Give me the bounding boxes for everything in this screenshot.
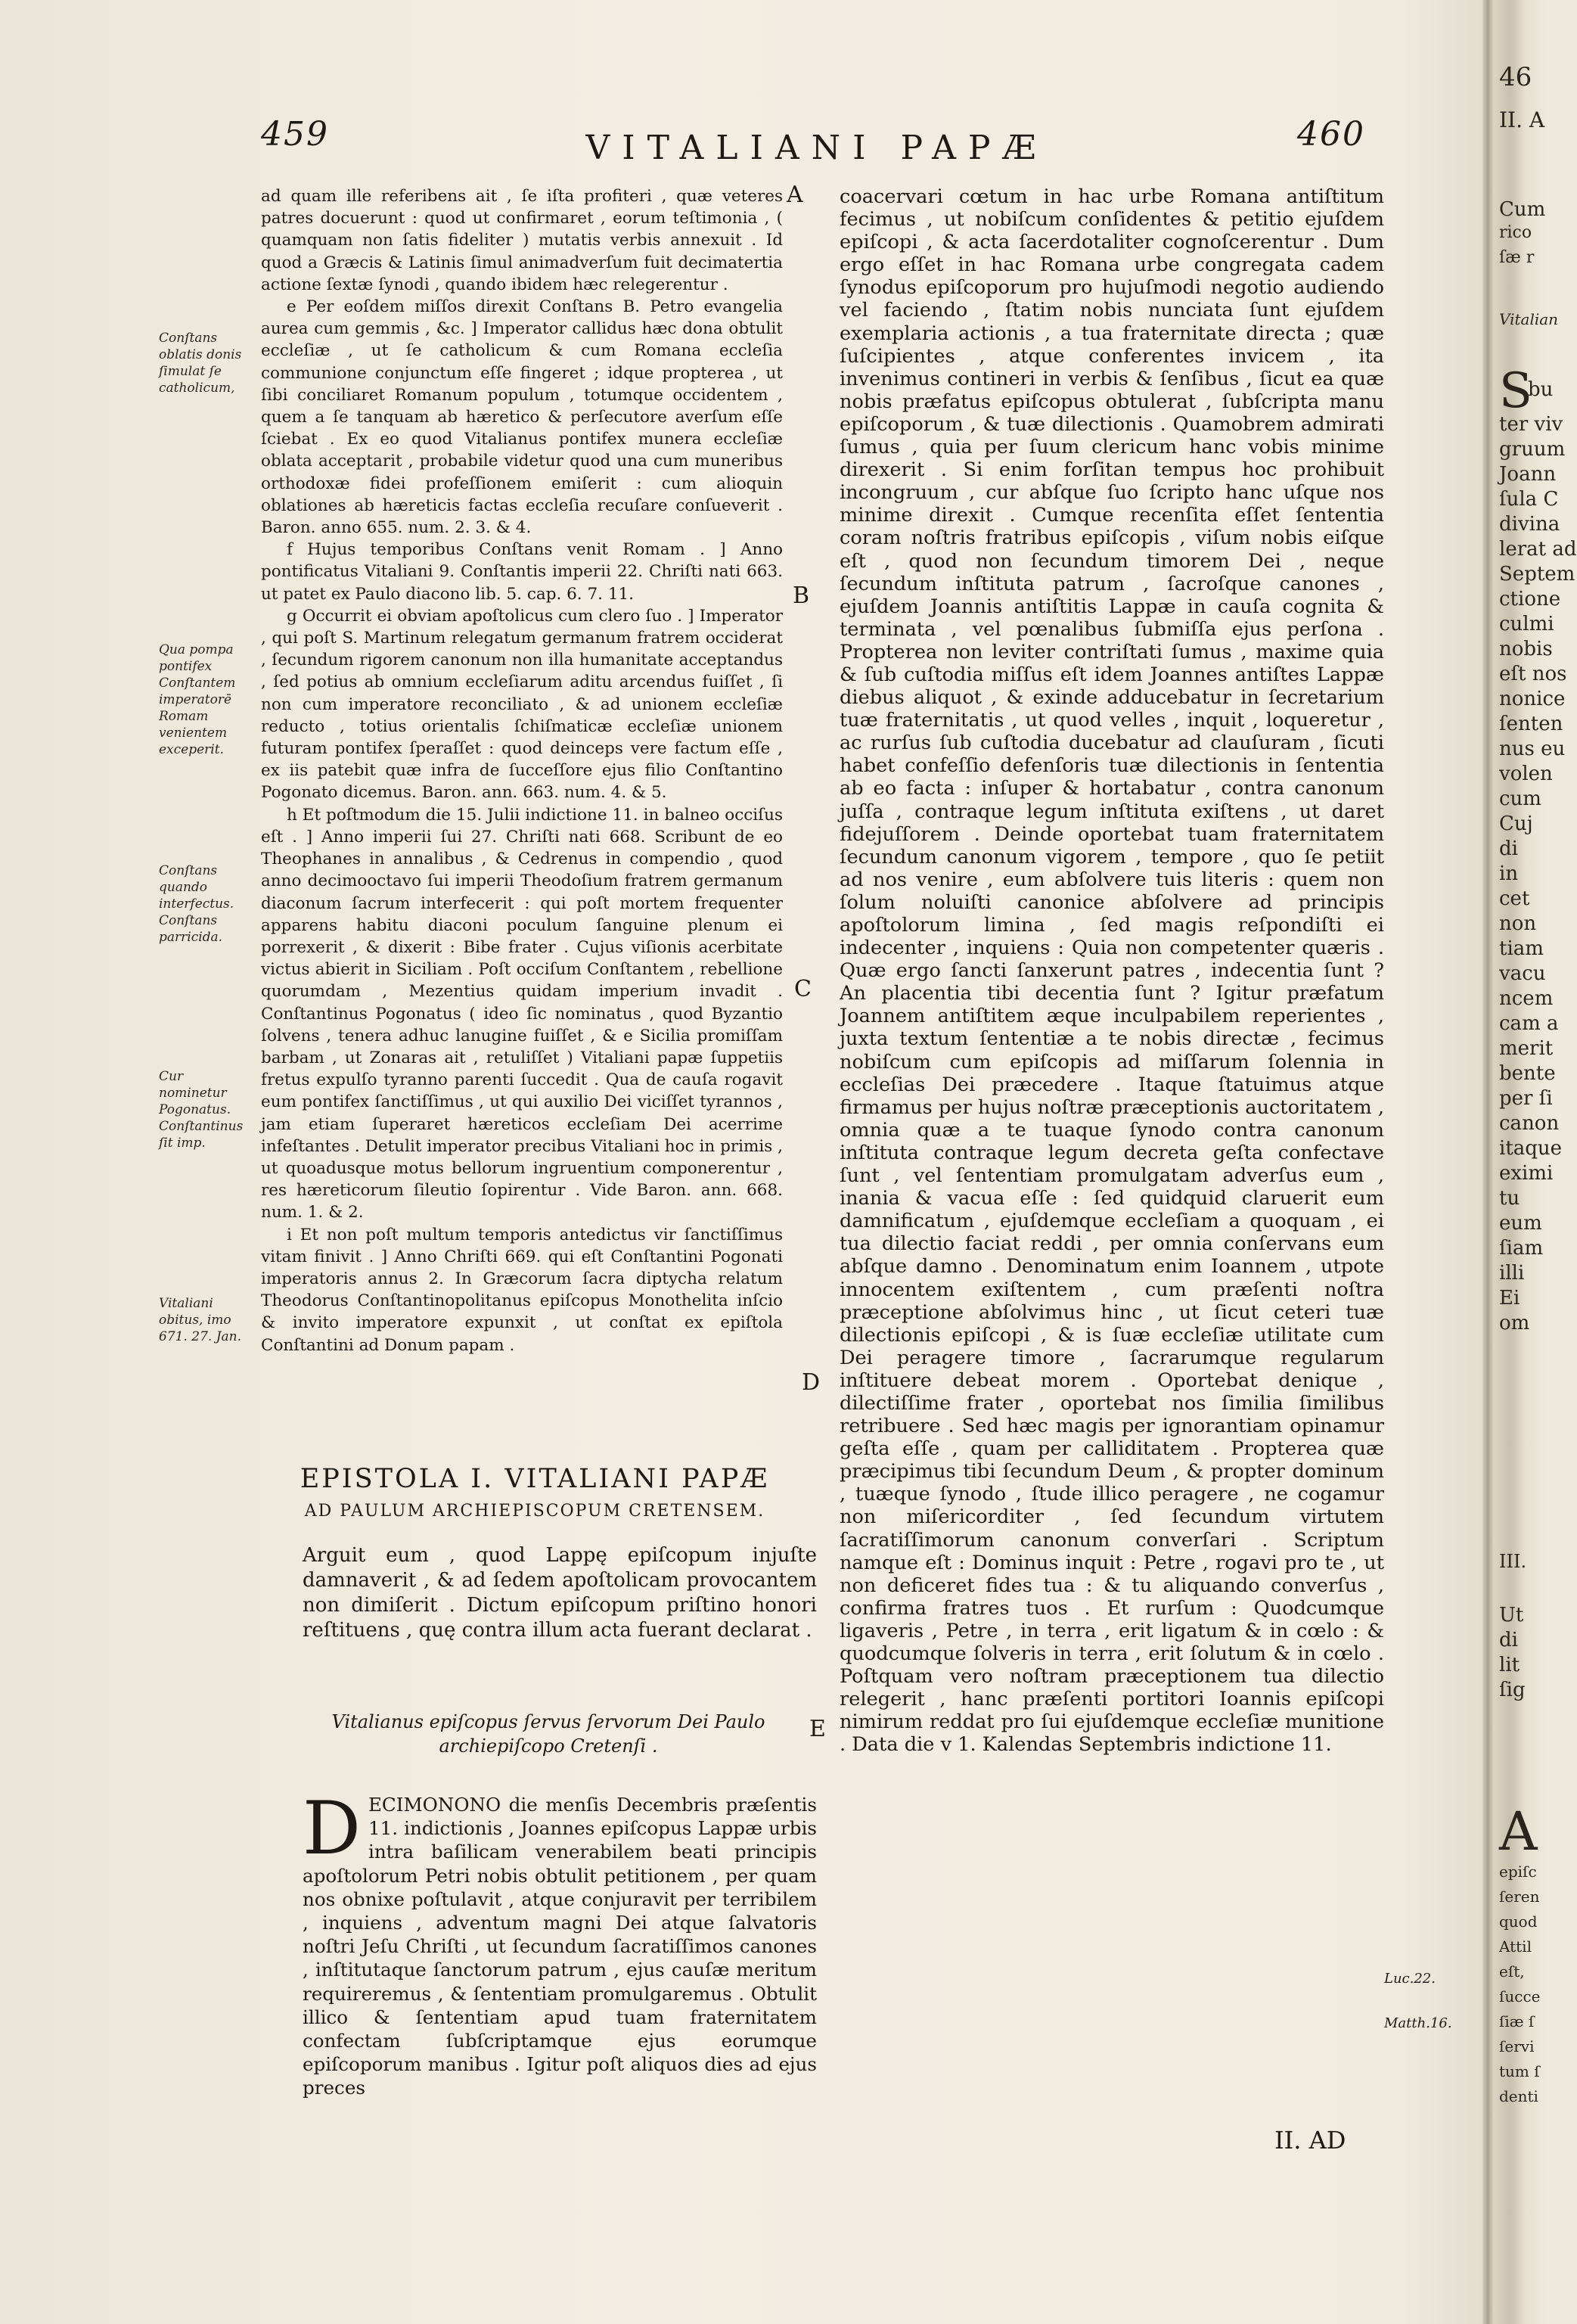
edge-fragment: cet [1499,887,1530,910]
edge-fragment: 46 [1499,62,1532,92]
edge-fragment: nobis [1499,638,1553,660]
edge-fragment: lit [1499,1654,1520,1676]
edge-fragment: eſt, [1499,1962,1525,1981]
epistle-body-right-text: coacervari cœtum in hac urbe Romana antiſtitum fecimus , ut nobiſcum conſidentes & petitio ejuſdem epiſcopi , & acta ſacerdotaliter cognoſcerentur . Dum ergo eſſet in hac Romana urbe congregata cadem ſynodus epiſcoporum pro hujuſmodi negotio audiendo vel faciendo , ſtatim nobis nunciata ſunt ejuſdem exemplaria actionis , a tua fraternitate directa ; quæ ſuſcipientes , atque conferentes invicem , ita invenimus contineri in verbis & ſenſibus , ſicut ea quæ nobis præfatus epiſcopus obtulerat , ſubſcripta manu epiſcoporum , & tuæ dilectionis . Quamobrem admirati ſumus , quia per ſuum clericum hanc vobis minime direxerit . Si enim forſitan tempus hoc prohibuit incongruum , cur abſque ſuo ſcripto hanc uſque nos minime direxit . Cumque recenſita eſſet ſententia coram noſtris fratribus epiſcopis , viſum nobis eiſque eſt , quod non ſecundum timorem Dei , neque ſecundum inſtituta patrum , ſacroſque canones , ejuſdem Joannis antiſtitis Lappæ in cauſa cognita & terminata , vel pœnalibus ſubmiſſa ejus perſona . Propterea non leviter contriſtati ſumus , maxime quia & ſub cuſtodia miſſus eſt idem Joannes antiſtes Lappæ diebus aliquot , & exinde adducebatur in ſecretarium tuæ fraternitatis , ut quod velles , inquit , loqueretur , ac rurſus ſub cuſtodia ducebatur ad clauſuram , ſicuti habet confeſſio defenſoris tuæ dilectionis in ſententia ab eo facta : inſuper & hortabatur , contra canonum juſſa , contraque legum inſtituta exiſtens , ut daret fidejuſſorem . Deinde oportebat tuam fraternitatem ſecundum canonum vigorem , tempore , quo ſe petiit ad nos venire , eum abſolvere tuis literis : quem non ſolum noluiſti canonice abſolvere ad principis apoſtolorum limina , ſed magis reſpondiſti ei indecenter , inquiens : Quia non competenter quæris . Quæ ergo ſancti ſanxerunt patres , indecentia ſunt ? An placentia tibi decentia ſunt ? Igitur præfatum Joannem antiſtitem æque inculpabilem reperientes , juxta textum ſententiæ a te nobis directæ , fecimus nobiſcum cum epiſcopis ad miſſarum ſolennia in eccleſias Dei præcedere . Itaque ſtatuimus atque firmamus per hujus noſtræ præceptionis auctoritatem , omnia quæ a te tuaque ſynodo contra canonum inſtituta contraque legum decreta geſta confectave ſunt , vel ſententiam promulgatam adverſus eum , inania & vacua eſſe : ſed quidquid claruerit eum damnificatum , ejuſdemque eccleſiam a quoquam , ei tua dilectio faciat reddi , per omnia conſervans eum abſque damno . Denominatum enim Ioannem , utpote innocentem exiſtentem , cum præſenti noſtra præceptione abſolvimus hinc , ut ſicut ceteri tuæ dilectionis epiſcopi , & is ſuæ eccleſiæ utilitate cum Dei peragere timore , ſacrarumque regularum inſtituere debeat morem . Oportebat denique , dilectiſſime frater , oportebat nos ſimilia ſimilibus retribuere . Sed hæc magis per ignorantiam opinamur geſta eſſe , quam per calliditatem . Propterea quæ præcipimus tibi ſecundum Deum , & propter dominum , tuæque ſynodo , ſtude illico peragere , ne cogamur non miſericorditer , ſed ſecundum virtutem ſacratiſſimorum canonum converſari . Scriptum namque eſt : Dominus inquit : Petre , rogavi pro te , ut non deficeret fides tua : & tu aliquando converſus , confirma fratres tuos . Et rurſum : Quodcumque ligaveris , Petre , in terra , erit ligatum & in cœlo : & quodcumque ſolveris in terra , erit ſolutum & in cœlo . Poſtquam vero noſtram præceptionem tua dilectio relegerit , hanc præſenti portitori Ioannis epiſcopi nimirum reddat pro ſui ejuſdemque eccleſiæ munitione . Data die v 1. Kalendas Septembris indictione 11. [840,185,1384,1757]
edge-fragment: lerat ad [1499,538,1577,561]
edge-fragment: culmi [1499,613,1554,635]
left-notes-column [261,185,783,1356]
edge-fragment: eum [1499,1212,1542,1235]
edge-fragment: Ut [1499,1604,1524,1626]
book-gutter [1482,0,1493,2324]
section-letter-c: C [794,976,812,1002]
epistle-salutation: Vitalianus epiſcopus ſervus ſervorum Dei Paulo archiepiſcopo Cretenſi . [331,1711,765,1757]
epistle-title: EPISTOLA I. VITALIANI PAPÆ [300,1464,770,1494]
edge-fragment: per ſi [1499,1087,1553,1110]
edge-fragment: ctione [1499,588,1561,611]
edge-fragment: bu [1528,378,1554,401]
edge-fragment: ſervi [1499,2037,1535,2055]
edge-fragment: ſucce [1499,1987,1541,2006]
edge-fragment: epiſc [1499,1863,1537,1881]
edge-fragment: ſiæ ſ [1499,2012,1535,2030]
section-letter-a: A [787,182,803,208]
edge-fragment: S [1499,363,1532,419]
epistle-body-left-text: ECIMONONO die menſis Decembris præſentis 11. indictionis , Joannes epiſcopus Lappæ urbis intra baſilicam venerabilem beati principis apoſtolorum Petri nobis obtulit petitionem , per quam nos obnixe poſtulavit , atque conjuravit per terribilem , inquiens , adventum magni Dei atque ſalvatoris noſtri Jeſu Chriſti , ut ſecundum ſacratiſſimos canones , inſtitutaque ſanctorum patrum , ejus cauſæ meritum requireremus , & ſententiam promulgaremus . Obtulit illico & ſententiam apud tuam fraternitatem confectam ſubſcriptamque ejus eorumque epiſcoporum manibus . Igitur poſt aliquos dies ad ejus preces [303,1794,817,2099]
edge-fragment: quod [1499,1912,1538,1931]
marginal-note-1: Conſtans oblatis donis ſimulat ſe catholicum, [159,331,242,396]
edge-fragment: Joann [1499,463,1557,486]
note-e: e Per eoſdem miſſos direxit Conſtans B. Petro evangelia aurea cum gemmis , &c. ] Imperator callidus hæc dona obtulit eccleſiæ , ut ſe catholicum & cum Romana eccleſia communione conjunctum eſſe fingeret ; idque propterea , ut ſibi conciliaret Romanum populum , totumque occidentem , quem a ſe tanquam ab hæretico & perſecutore averſum eſſe ſciebat . Ex eo quod Vitalianus pontifex munera eccleſiæ oblata acceptarit , probabile videtur quod una cum muneribus orthodoxæ fidei profeſſionem emiſerit : cum alioquin oblationes ab hæreticis factas eccleſia recuſare conſueverit . Baron. anno 655. num. 2. 3. & 4. [261,297,783,538]
edge-fragment: in [1499,862,1519,885]
edge-fragment: gruum [1499,438,1566,461]
epistle-argument: Arguit eum , quod Lappę epiſcopum injuſte damnaverit , & ad ſedem apoſtolicam provocantem non dimiſerit . Dictum epiſcopum priſtino honori reſtituens , quę contra illum acta fuerant declarat . [303,1544,817,1642]
edge-fragment: non [1499,912,1537,935]
edge-fragment: bente [1499,1062,1556,1085]
edge-fragment: Cum [1499,198,1546,221]
edge-fragment: nonice [1499,688,1566,710]
edge-fragment: III. [1499,1551,1527,1572]
edge-fragment: itaque [1499,1137,1563,1160]
note-h: h Et poſtmodum die 15. Julii indictione 11. in balneo occiſus eſt . ] Anno imperii ſui 27. Chriſti nati 668. Scribunt de eo Theophanes in annalibus , & Cedrenus in compendio , quod anno decimooctavo ſui imperii Theodoſium fratrem germanum diaconum ſacrum interfecerit : qui poſt mortem frequenter apparens habitu diaconi poculum ſanguine plenum ei porrexerit , & dixerit : Bibe frater . Cujus viſionis acerbitate victus abierit in Siciliam . Poſt occiſum Conſtantem , rebellione quorumdam , Mezentius quidam imperium invadit . Conſtantinus Pogonatus ( ideo ſic nominatus , quod Byzantio ſolvens , tenera adhuc lanugine fuiſſet , & e Sicilia promiſſam barbam , ut Zonaras ait , retuliſſet ) Vitaliani papæ ſuppetiis fretus expulſo tyranno parenti ſuccedit . Qua de cauſa rogavit eum pontifex ſanctiſſimus , ut qui auxilio Dei viciſſet tyrannos , jam etiam ſuperaret hæreticos eccleſiam Dei acerrime infeſtantes . Detulit imperator precibus Vitaliani hoc in primis , ut quoadusque motus bellorum ingruentium componerentur , res hæreticorum ſileutio ſopirentur . Vide Baron. ann. 668. num. 1. & 2. [261,805,783,1223]
edge-fragment: rico [1499,223,1532,242]
note-g: g Occurrit ei obviam apoſtolicus cum clero ſuo . ] Imperator , qui poſt S. Martinum relegatum germanum fratrem occiderat , ſecundum rigorem canonum non illa humanitate acceptandus , ſed potius ab omnium eccleſiarum aditu arcendus fuiſſet , ſi non cum imperatore reconciliato , & ad unionem eccleſiæ reducto , totius orientalis ſchiſmaticæ eccleſiæ unionem futuram pontifex ſperaſſet : quod deinceps vere factum eſſe , ex iis patebit quæ infra de ſucceſſore ejus filio Conſtantino Pogonato dicemus. Baron. ann. 663. num. 4. & 5. [261,606,783,803]
epistle-subtitle: AD PAULUM ARCHIEPISCOPUM CRETENSEM. [304,1502,765,1521]
section-letter-e: E [809,1716,826,1742]
note-f: f Hujus temporibus Conſtans venit Romam . ] Anno pontificatus Vitaliani 9. Conſtantis imperii 22. Chriſti nati 663. ut patet ex Paulo diacono lib. 5. cap. 6. 7. 11. [261,540,783,604]
edge-fragment: cum [1499,788,1541,810]
marginal-note-5: Vitaliani obitus, imo 671. 27. Jan. [159,1296,241,1344]
note-continuation: ad quam ille referibens ait , ſe iſta profiteri , quæ veteres patres docuerunt : quod ut confirmaret , eorum teſtimonia , ( quamquam non ſatis fideliter ) mutatis verbis annexuit . Id quod a Græcis & Latinis ſimul animadverſum fuit decimatertia actione ſextæ ſynodi , quando ibidem hæc relegerentur . [261,187,783,294]
edge-fragment: tum ſ [1499,2062,1540,2080]
edge-fragment: Ei [1499,1287,1520,1310]
edge-fragment: Cuj [1499,812,1533,835]
edge-fragment: ſeren [1499,1887,1540,1906]
marginal-note-3: Conſtans quando interfectus. Conſtans parricida. [159,863,234,945]
edge-fragment: Vitalian [1499,310,1559,328]
edge-fragment: A [1499,1800,1538,1863]
section-letter-b: B [793,583,810,609]
edge-fragment: ſig [1499,1679,1526,1701]
edge-fragment: ſenten [1499,713,1563,735]
citation-luke: Luc.22. [1384,1971,1436,1987]
edge-fragment: illi [1499,1262,1525,1285]
page-number-right: 460 [1297,115,1365,154]
edge-fragment: eſt nos [1499,663,1567,685]
citation-matthew: Matth.16. [1384,2015,1452,2031]
edge-fragment: ſula C [1499,488,1559,511]
edge-fragment: Septem [1499,563,1575,586]
edge-fragment: vacu [1499,962,1546,985]
edge-fragment: ſiam [1499,1237,1544,1260]
marginal-note-2: Qua pompa pontifex Conſtantem imperatorē Romam venientem exceperit. [159,642,236,757]
edge-fragment: ncem [1499,987,1554,1010]
edge-fragment: om [1499,1312,1530,1334]
edge-fragment: volen [1499,763,1553,785]
edge-fragment: denti [1499,2087,1538,2105]
running-title: VITALIANI PAPÆ [585,129,1048,167]
edge-fragment: II. A [1499,107,1545,132]
epistle-body-left [303,1786,817,2100]
edge-fragment: Attil [1499,1937,1532,1956]
edge-fragment: cam a [1499,1012,1559,1035]
edge-fragment: ſæ r [1499,248,1535,267]
edge-fragment: nus eu [1499,738,1566,760]
marginal-note-4: Cur nominetur Pogonatus. Conſtantinus ſit imp. [159,1069,244,1151]
epistle-body-right [840,185,1384,1756]
edge-fragment: divina [1499,513,1560,536]
page-number-left: 459 [261,115,329,154]
note-i: i Et non poſt multum temporis antedictus vir ſanctiſſimus vitam finivit . ] Anno Chriſti 669. qui eſt Conſtantini Pogonati imperatoris annus 2. In Græcorum ſacra diptycha relatum Theodorus Conſtantinopolitanus epiſcopus Monothelita inſcio & invito imperatore expunxit , ut conſtat ex epiſtola Conſtantini ad Donum papam . [261,1225,783,1355]
edge-fragment: ter viv [1499,413,1563,436]
section-letter-d: D [802,1369,821,1396]
edge-fragment: di [1499,1629,1518,1651]
edge-fragment: eximi [1499,1162,1554,1185]
catchword: II. AD [1274,2126,1346,2155]
edge-fragment: tiam [1499,937,1544,960]
edge-fragment: merit [1499,1037,1554,1060]
edge-fragment: di [1499,837,1518,860]
edge-fragment: canon [1499,1112,1560,1135]
drop-cap: D [303,1786,361,1871]
edge-fragment: tu [1499,1187,1520,1210]
